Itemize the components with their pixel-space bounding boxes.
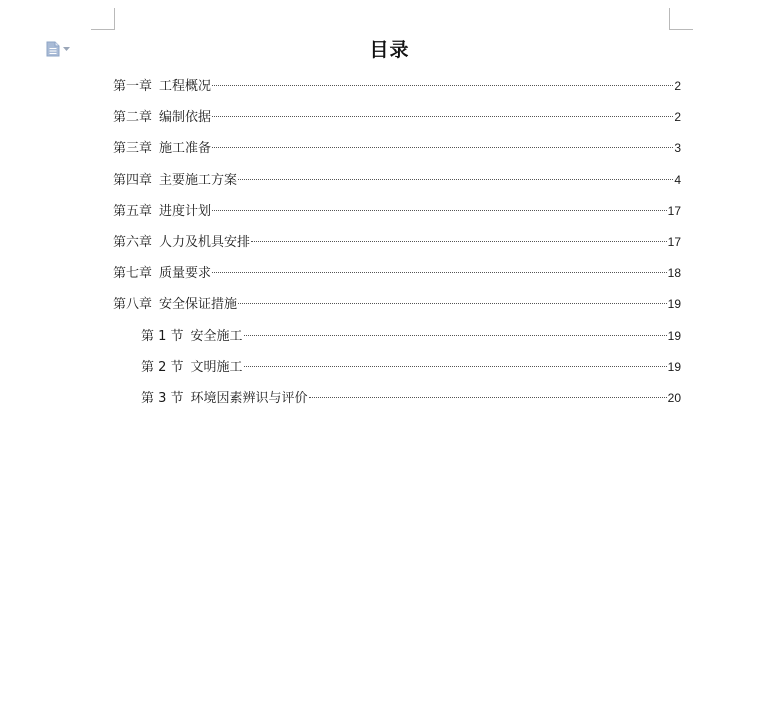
toc-dot-leader [212, 116, 673, 117]
toc-entry-number: 第一章 [113, 79, 153, 94]
toc-entry-number: 第三章 [113, 141, 153, 157]
toc-dot-leader [244, 366, 667, 367]
toc-entry-page-number: 19 [667, 328, 681, 343]
toc-entry-title: 主要施工方案 [159, 172, 238, 188]
toc-entry-section[interactable] [113, 383, 681, 414]
toc-entry-chapter[interactable] [113, 165, 681, 196]
toc-entry-number: 第二章 [113, 110, 153, 126]
toc-dot-leader [212, 272, 667, 273]
toc-entry-number: 第 2 节 [141, 359, 184, 375]
toc-entry-page-number: 19 [667, 297, 681, 312]
toc-entry-page-number: 19 [667, 359, 681, 374]
toc-entry-chapter[interactable] [113, 258, 681, 289]
toc-entry-page-number: 2 [674, 110, 681, 125]
toc-entry-title: 质量要求 [159, 266, 212, 282]
toc-entry-chapter[interactable] [113, 289, 681, 320]
toc-entry-number: 第六章 [113, 234, 153, 250]
toc-entry-number: 第 3 节 [141, 390, 184, 406]
toc-dot-leader [251, 241, 667, 242]
toc-entry-page-number: 17 [667, 234, 681, 249]
toc-entry-number: 第 1 节 [141, 328, 184, 344]
toc-entry-page-number: 4 [674, 172, 681, 187]
toc-dot-leader [309, 397, 667, 398]
toc-entry-title: 工程概况 [159, 79, 212, 94]
toc-dot-leader [238, 303, 667, 304]
toc-entry-number: 第八章 [113, 297, 153, 313]
toc-dot-leader [238, 179, 673, 180]
toc-entry-title: 进度计划 [159, 203, 212, 219]
toc-dot-leader [212, 147, 673, 148]
toc-entry-chapter[interactable] [113, 133, 681, 164]
toc-entry-page-number: 20 [667, 390, 681, 405]
toc-entry-page-number: 3 [674, 141, 681, 156]
toc-entry-page-number: 17 [667, 203, 681, 218]
toc-entry-title: 环境因素辨识与评价 [190, 390, 308, 406]
toc-entry-page-number: 18 [667, 266, 681, 281]
toc-entry-chapter[interactable] [113, 71, 681, 102]
toc-entry-number: 第七章 [113, 266, 153, 282]
toc-entry-number: 第五章 [113, 203, 153, 219]
toc-dot-leader [244, 335, 667, 336]
toc-entry-title: 编制依据 [159, 110, 212, 126]
toc-entry-title: 安全保证措施 [159, 297, 238, 313]
table-of-contents [113, 71, 681, 414]
toc-entry-page-number: 2 [674, 79, 681, 93]
toc-entry-section[interactable] [113, 352, 681, 383]
page-corner-mark-right [669, 8, 693, 30]
toc-entry-chapter[interactable] [113, 102, 681, 133]
toc-entry-number: 第四章 [113, 172, 153, 188]
toc-entry-title: 安全施工 [190, 328, 243, 344]
toc-title: 目录 [369, 39, 410, 61]
toc-entry-title: 人力及机具安排 [159, 234, 251, 250]
page-corner-mark-left [91, 8, 115, 30]
toc-dot-leader [212, 85, 673, 86]
toc-dot-leader [212, 210, 667, 211]
toc-entry-chapter[interactable] [113, 227, 681, 258]
toc-entry-title: 文明施工 [190, 359, 243, 375]
toc-entry-section[interactable] [113, 321, 681, 352]
toc-entry-chapter[interactable] [113, 196, 681, 227]
toc-entry-title: 施工准备 [159, 141, 212, 157]
